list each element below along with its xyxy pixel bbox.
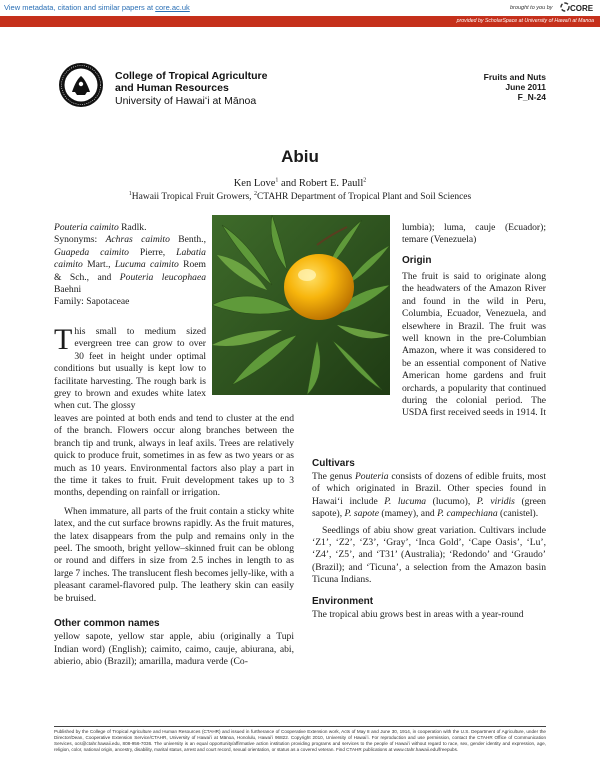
- core-brought-text: brought to you by: [510, 5, 553, 11]
- left-column: leaves are pointed at both ends and tend to cluster at the end of the branch. Flowers occur along branches between the branch tip and trunk, always in leaf axils. Trees are relatively quick to produce fruit, sometimes in as few as two years or as much as 10 years. Environmental factors also play a part in the time it takes to fruit. Fruit development takes up to 3 months, depending on rainfall or irrigation. When immature, all parts of the fruit contain a sticky white latex, and the cut surface browns rapidly. As the fruit matures, the latex disappears from the pulp and remains only in the peel. The smooth, bright yellow–skinned fruit can be oblong or round and differs in size from 2.5 inches in length to as large 7 inches. The translucent flesh becomes jelly-like, with a pleasant caramel-flavored pulp. The leathery skin can easily be bruised. Other common names yellow sapote, yellow star apple, abiu (originally a Tupi Indian word) (English); caimito, caimo, cauje, abiurana, abi, abierio, abio (Brazil); amarilla, madura verde (Co-: [54, 413, 294, 667]
- authors: Ken Love$^1$ and Robert E. Paull$^2$: [233, 177, 367, 189]
- core-provided-text: provided by ScholarSpace at University of Hawai'i at Manoa: [456, 17, 594, 24]
- right-column-top: lumbia); luma, cauje (Ecuador); temare (Venezuela) Origin: [402, 222, 546, 266]
- species-block: Pouteria caimito Radlk. Synonyms: Achras caimito Benth., Guapeda caimito Pierre, Labatia caimito Mart., Lucuma caimito Roem & Sch., and Pouteria leucophaea Baehni Family: Sapotaceae: [54, 222, 206, 308]
- core-logo[interactable]: CORE: [560, 2, 593, 13]
- right-column: Cultivars The genus Pouteria consists of dozens of edible fruits, most of which originated in Brazil. Other species found in Hawaiʻi include P. lucuma (lucumo), P. viridis (green sapote), P. sapote (mamey), and P. campechiana (canistel). Seedlings of abiu show great variation. Cultivars include ‘Z1’, ‘Z2’, ‘Z3’, ‘Gray’, ‘Inca Gold’, ‘Cape Oasis’, ‘Lu’, ‘Z4’, ‘Z5’, and ‘T31’ (Australia); ‘Redondo’ and ‘Graudo’ (Brazil); and ‘Ticuna’, a selection from the Amazon basin Ticuna Indians. Environment The tropical abiu grows best in areas with a year-round: [312, 458, 546, 620]
- page-title: Abiu: [281, 147, 319, 166]
- university-name: University of Hawaiʻi at Mānoa: [115, 95, 257, 107]
- publication-code: F_N-24: [517, 92, 546, 102]
- affiliations: $^1$Hawaii Tropical Fruit Growers, $^2$CTAHR Department of Tropical Plant and Soil Sciences: [128, 190, 472, 202]
- university-seal-icon: [58, 62, 104, 108]
- college-name: College of Tropical Agriculture and Human Resources: [115, 70, 268, 94]
- heading-other-names: Other common names: [54, 618, 160, 630]
- footer-divider: [54, 726, 546, 727]
- heading-cultivars: Cultivars: [312, 458, 355, 469]
- publication-info: [484, 72, 546, 102]
- core-logo-icon: [560, 2, 570, 12]
- core-metadata-link[interactable]: View metadata, citation and similar papers at core.ac.uk: [4, 3, 190, 12]
- series-name: Fruits and Nuts: [483, 72, 546, 82]
- abiu-fruit-photo: [212, 215, 390, 395]
- intro-paragraph: This small to medium sized evergreen tree can grow to over 30 feet in height under optimal conditions but usually is kept low to facilitate harvesting. The rough bark is grey to brown and exudes white latex when cut. The glossy: [54, 323, 206, 412]
- footer-notice: Published by the College of Tropical Agriculture and Human Resources (CTAHR) and issued in furtherance of Cooperative Extension work, Acts of May 8 and June 30, 1914, in cooperation with the U.S. Department of Agriculture, under the Director/Dean, Cooperative Extension Service/CTAHR, University of Hawaiʻi at Mānoa, Honolulu, Hawaiʻi 96822. Copyright 2010, University of Hawaiʻi. For reproduction and use permission, contact the CTAHR Office of Communication Services, ocs@ctahr.hawaii.edu, 808-956-7036. The university is an equal opportunity/affirmative action institution providing programs and services to the people of Hawaiʻi without regard to race, sex, gender identity and expression, age, religion, color, national origin, ancestry, disability, marital status, arrest and court record, sexual orientation, or status as a covered veteran. Find CTAHR publications at www.ctahr.hawaii.edu/freepubs.: [54, 729, 546, 752]
- publication-date: June 2011: [505, 82, 546, 92]
- core-provided-bar: [0, 16, 600, 27]
- heading-origin: Origin: [402, 254, 432, 266]
- drop-cap: T: [54, 323, 73, 356]
- heading-environment: Environment: [312, 595, 374, 607]
- origin-paragraph-narrow: The fruit is said to originate along the headwaters of the Amazon River and found in the wild in Peru, Columbia, Ecuador, Venezuela, and elsewhere in Brazil. The fruit was well known in the pre-Columbian Amazon, where it was considered to be an essential component of Native American home gardens and fruit orchards, a popularity that continued during the colonial period. The USDA first received seeds in 1914. It: [402, 271, 546, 419]
